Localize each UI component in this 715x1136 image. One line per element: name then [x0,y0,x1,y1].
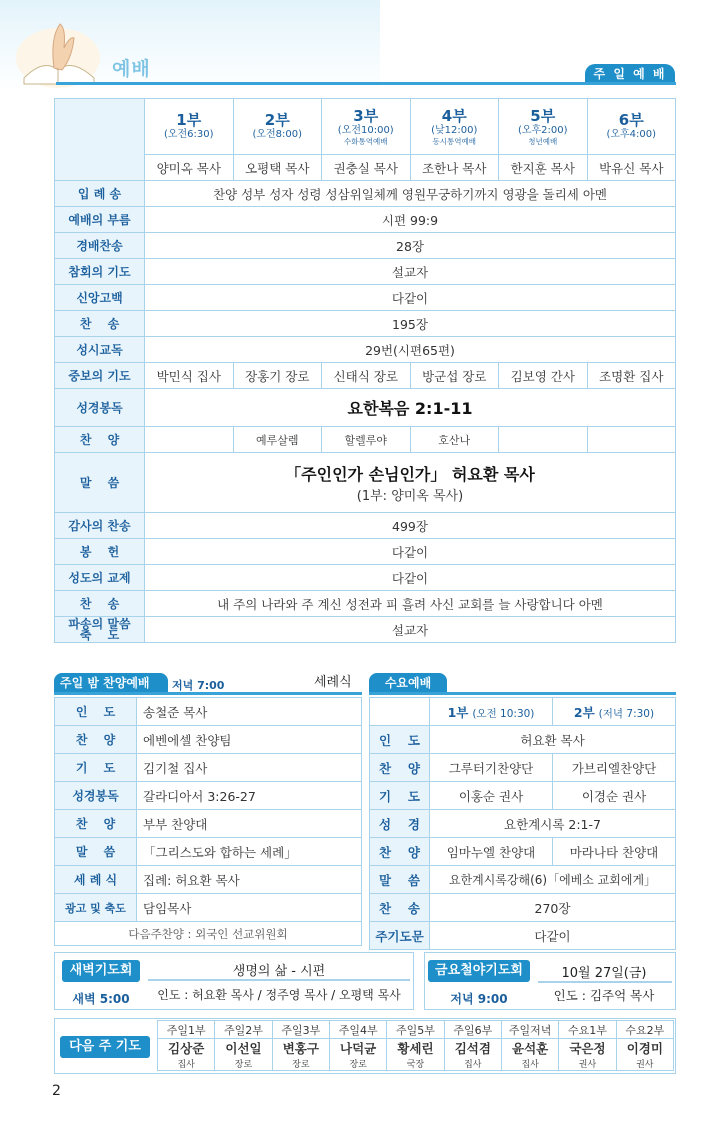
order-value: 시편 99:9 [145,207,676,233]
benediction-label-1: 파송의 말씀 [68,616,131,631]
wed-label: 주기도문 [370,922,430,950]
night-divider [54,692,362,695]
order-label: 신앙고백 [55,285,145,311]
wed-header-1: 1부 (오전 10:30) [430,698,553,726]
service-header-2: 2부 (오전8:00) [233,99,322,155]
wed-label: 찬 양 [370,838,430,866]
night-label: 말 씀 [55,838,137,866]
service-header-6: 6부 (오후4:00) [587,99,676,155]
praying-hands-icon [14,18,102,88]
wednesday-worship-table [369,697,676,950]
wed-value: 허요환 목사 [430,726,676,754]
order-label: 찬 양 [55,427,145,453]
intercessor: 신태식 장로 [322,363,411,389]
next-week-choir: 다음주찬양 : 외국인 선교위원회 [55,922,362,946]
order-label: 입 례 송 [55,181,145,207]
order-label: 성도의 교제 [55,565,145,591]
order-value: 설교자 [145,259,676,285]
wed-value: 이홍순 권사 [430,782,553,810]
order-value: 다같이 [145,565,676,591]
next-prayer-person: 김석겸 집사 [444,1039,501,1071]
wed-label: 찬 양 [370,754,430,782]
service-leader-5: 한지훈 목사 [499,155,588,181]
wed-value: 가브리엘찬양단 [552,754,675,782]
order-value: 다같이 [145,285,676,311]
choir-cell: 호산나 [410,427,499,453]
night-value: 「그리스도와 합하는 세례」 [137,838,362,866]
service-header-4: 4부 (낮12:00) 동시통역예배 [410,99,499,155]
wed-value: 그루터기찬양단 [430,754,553,782]
wed-header-2: 2부 (저녁 7:30) [552,698,675,726]
night-label: 광고 및 축도 [55,894,137,922]
next-prayer-slot: 주일1부 [158,1021,215,1039]
next-prayer-table [157,1020,674,1071]
order-label: 성시교독 [55,337,145,363]
wed-value: 임마누엘 찬양대 [430,838,553,866]
friday-leader: 인도 : 김주억 목사 [553,988,655,1003]
wed-label: 말 씀 [370,866,430,894]
order-value: 499장 [145,513,676,539]
order-value: 설교자 [145,617,676,643]
next-prayer-person: 나덕균 장로 [329,1039,386,1071]
page-number: 2 [52,1083,61,1099]
wednesday-worship-tag: 수요예배 [369,673,447,693]
next-prayer-slot: 주일6부 [444,1021,501,1039]
night-value: 갈라디아서 3:26-27 [137,782,362,810]
dawn-prayer-time: 새벽 5:00 [72,992,130,1006]
choir-cell [587,427,676,453]
night-value: 김기철 집사 [137,754,362,782]
next-prayer-slot: 주일5부 [387,1021,444,1039]
choir-cell: 예루살렘 [233,427,322,453]
next-prayer-person: 이선일 장로 [215,1039,272,1071]
next-prayer-slot: 주일저녁 [501,1021,558,1039]
baptism-note: 세례식 [314,675,352,690]
sermon-note: (1부: 양미옥 목사) [356,488,464,504]
order-value: 내 주의 나라와 주 계신 성전과 피 흘려 사신 교회를 늘 사랑합니다 아멘 [145,591,676,617]
wed-corner [370,698,430,726]
service-leader-2: 오평택 목사 [233,155,322,181]
order-label [55,617,145,643]
order-label: 찬 송 [55,591,145,617]
wed-label: 성 경 [370,810,430,838]
sunday-worship-tab: 주 일 예 배 [585,64,675,84]
service-leader-6: 박유신 목사 [587,155,676,181]
night-label: 찬 양 [55,810,137,838]
night-worship-tag: 주일 밤 찬양예배 [54,673,168,693]
header-divider [56,82,676,85]
night-label: 인 도 [55,698,137,726]
service-header-5: 5부 (오후2:00) 청년예배 [499,99,588,155]
next-prayer-person: 국은정 권사 [559,1039,616,1071]
wed-value: 요한계시록 2:1-7 [430,810,676,838]
night-value: 에벤에셀 찬양팀 [137,726,362,754]
night-worship-time: 저녁 7:00 [172,679,225,692]
friday-divider [538,981,672,983]
next-prayer-tag: 다음 주 기도 [60,1036,150,1058]
dawn-prayer-title: 생명의 삶 - 시편 [232,964,326,979]
service-header-3: 3부 (오전10:00) 수화통역예배 [322,99,411,155]
intercessor: 방군섭 장로 [410,363,499,389]
next-prayer-slot: 수요2부 [616,1021,673,1039]
page-header [0,0,715,96]
next-prayer-slot: 수요1부 [559,1021,616,1039]
order-label: 중보의 기도 [55,363,145,389]
corner-cell [55,99,145,181]
next-prayer-person: 윤석훈 집사 [501,1039,558,1071]
night-value: 집례: 허요환 목사 [137,866,362,894]
intercessor: 김보영 간사 [499,363,588,389]
next-prayer-person: 황세린 국장 [387,1039,444,1071]
friday-date: 10월 27일(금) [561,966,647,981]
intercessor: 장홍기 장로 [233,363,322,389]
order-label: 참회의 기도 [55,259,145,285]
friday-prayer-time: 저녁 9:00 [450,992,508,1006]
order-label: 봉 헌 [55,539,145,565]
next-prayer-person: 이경미 권사 [616,1039,673,1071]
benediction-label-2: 축 도 [79,627,120,642]
order-value: 찬양 성부 성자 성령 성삼위일체께 영원무궁하기까지 영광을 돌리세 아멘 [145,181,676,207]
order-value: 195장 [145,311,676,337]
service-leader-1: 양미옥 목사 [145,155,234,181]
night-label: 기 도 [55,754,137,782]
scripture-reading: 요한복음 2:1-11 [145,389,676,427]
wed-value: 요한계시록강해(6)「에베소 교회에게」 [430,866,676,894]
next-prayer-person: 변홍구 장로 [272,1039,329,1071]
wed-value: 이경순 권사 [552,782,675,810]
wed-value: 270장 [430,894,676,922]
order-label: 성경봉독 [55,389,145,427]
sermon-cell [145,453,676,513]
next-prayer-person: 김상준 집사 [158,1039,215,1071]
wed-label: 인 도 [370,726,430,754]
order-value: 28장 [145,233,676,259]
night-label: 성경봉독 [55,782,137,810]
page-title: 예배 [112,58,151,80]
next-prayer-slot: 주일3부 [272,1021,329,1039]
night-value: 담임목사 [137,894,362,922]
wed-value: 다같이 [430,922,676,950]
order-label: 경배찬송 [55,233,145,259]
order-label: 감사의 찬송 [55,513,145,539]
dawn-prayer-leaders: 인도 : 허요환 목사 / 정주영 목사 / 오평택 목사 [157,988,401,1002]
service-leader-4: 조한나 목사 [410,155,499,181]
sunday-order-table [54,98,676,643]
wed-value: 마라나타 찬양대 [552,838,675,866]
night-label: 찬 양 [55,726,137,754]
intercessor: 박민식 집사 [145,363,234,389]
choir-cell [145,427,234,453]
next-prayer-slot: 주일2부 [215,1021,272,1039]
friday-prayer-tag: 금요철야기도회 [428,960,530,982]
dawn-prayer-tag: 새벽기도회 [62,960,140,982]
wednesday-divider [369,692,676,695]
night-value: 송철준 목사 [137,698,362,726]
order-label: 말 씀 [55,453,145,513]
wed-label: 기 도 [370,782,430,810]
night-label: 세 례 식 [55,866,137,894]
order-value: 다같이 [145,539,676,565]
night-worship-table [54,697,362,946]
night-value: 부부 찬양대 [137,810,362,838]
choir-cell: 할렐루야 [322,427,411,453]
wed-label: 찬 송 [370,894,430,922]
order-label: 찬 송 [55,311,145,337]
service-header-1: 1부 (오전6:30) [145,99,234,155]
sermon-title: 「주인인가 손님인가」 허요환 목사 [285,464,535,484]
order-label: 예배의 부름 [55,207,145,233]
dawn-divider [148,979,410,981]
order-value: 29번(시편65편) [145,337,676,363]
next-prayer-slot: 주일4부 [329,1021,386,1039]
choir-cell [499,427,588,453]
service-leader-3: 권충실 목사 [322,155,411,181]
intercessor: 조명환 집사 [587,363,676,389]
